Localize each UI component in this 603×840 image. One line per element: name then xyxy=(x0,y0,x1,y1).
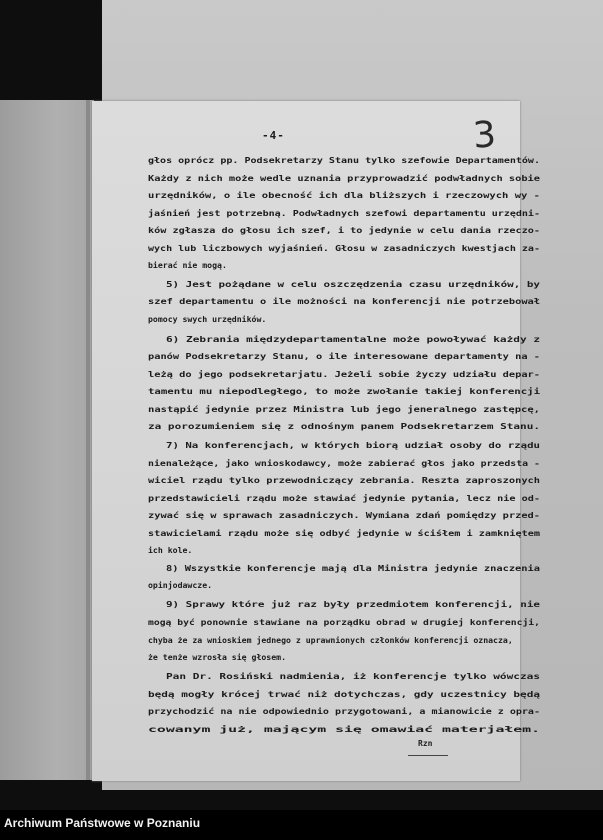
document-line: zywać się w sprawach zasadniczych. Wymiana zdań pomiędzy przed- xyxy=(148,510,540,520)
document-line: opinjodawcze. xyxy=(148,580,213,590)
document-line: bierać nie mogą. xyxy=(148,260,227,270)
document-line: chyba że za wnioskiem jednego z uprawnionych członków konferencji oznacza, xyxy=(148,635,513,645)
document-line: leżą do jego podsekretarjatu. Jeżeli sobie życzy udziału depar- xyxy=(148,369,540,379)
document-line: będą mogły krócej trwać niż dotychczas, gdy uczestnicy będą xyxy=(148,689,540,699)
document-line: 6) Zebrania międzydepartamentalne może powoływać każdy z xyxy=(166,334,540,344)
document-line: Każdy z nich może wedle uznania przyprowadzić podwładnych sobie xyxy=(148,173,540,183)
document-line: jaśnień jest potrzebną. Podwładnych szefowi departamentu urzędni- xyxy=(148,208,540,218)
document-line: nienależące, jako wnioskodawcy, może zabierać głos jako przedsta - xyxy=(148,458,540,468)
document-line: 5) Jest pożądane w celu oszczędzenia czasu urzędników, by xyxy=(166,279,540,289)
document-line: głos oprócz pp. Podsekretarzy Stanu tylko szefowie Departamentów. xyxy=(148,155,540,165)
archive-watermark: Archiwum Państwowe w Poznaniu xyxy=(4,816,201,830)
document-line: że tenże wzrosła się głosem. xyxy=(148,652,287,662)
document-line: 7) Na konferencjach, w których biorą udział osoby do rządu xyxy=(166,440,540,450)
document-line: nastąpić jedynie przez Ministra lub jego jeneralnego zastępcę, xyxy=(148,404,540,414)
document-line: 9) Sprawy które już raz były przedmiotem konferencji, nie xyxy=(166,599,540,609)
document-line: ich kole. xyxy=(148,545,193,555)
folio-number: 3 xyxy=(471,114,498,157)
document-line: za porozumieniem się z odnośnym panem Podsekretarzem Stanu. xyxy=(148,421,540,431)
document-line: Pan Dr. Rosiński nadmienia, iż konferencje tylko wówczas xyxy=(166,671,540,681)
document-line: szef departamentu o ile możności na konferencji nie potrzebował xyxy=(148,296,540,306)
signature-underline xyxy=(408,755,448,756)
page-number: -4- xyxy=(262,129,285,142)
left-sheet xyxy=(0,100,94,780)
document-line: ków zgłasza do głosu ich szef, i to jedynie w celu dania rzeczo- xyxy=(148,225,540,235)
footer-bar xyxy=(0,810,603,840)
document-line: 8) Wszystkie konferencje mają dla Ministra jedynie znaczenia xyxy=(166,563,540,573)
signature-initials: Rzn xyxy=(418,739,433,748)
document-line: tamentu mu niepodległego, to może zwołanie takiej konferencji xyxy=(148,386,540,396)
document-line: przedstawicieli rządu może stawiać jedynie pytania, lecz nie od- xyxy=(148,493,540,503)
document-line: mogą być ponownie stawiane na porządku obrad w drugiej konferencji, xyxy=(148,617,540,627)
document-line: stawicielami rządu może się odbyć jedynie w ściśłem i zamkniętem xyxy=(148,528,540,538)
document-line: cowanym już, mającym się omawiać materjałem. xyxy=(148,724,540,734)
document-line: wych lub liczbowych wyjaśnień. Głosu w zasadniczych kwestjach za- xyxy=(148,243,540,253)
document-line: panów Podsekretarzy Stanu, o ile interesowane departamenty na - xyxy=(148,351,540,361)
document-line: pomocy swych urzędników. xyxy=(148,314,267,324)
document-page xyxy=(92,101,540,781)
document-line: wiciel rządu tylko przewodniczący zebrania. Reszta zaproszonych xyxy=(148,475,540,485)
document-line: urzędników, o ile obecność ich dla bliższych i rzeczowych wy - xyxy=(148,190,540,200)
document-line: przychodzić na nie odpowiednio przygotowani, a mianowicie z opra- xyxy=(148,706,540,716)
left-sheet-edge xyxy=(86,100,90,780)
